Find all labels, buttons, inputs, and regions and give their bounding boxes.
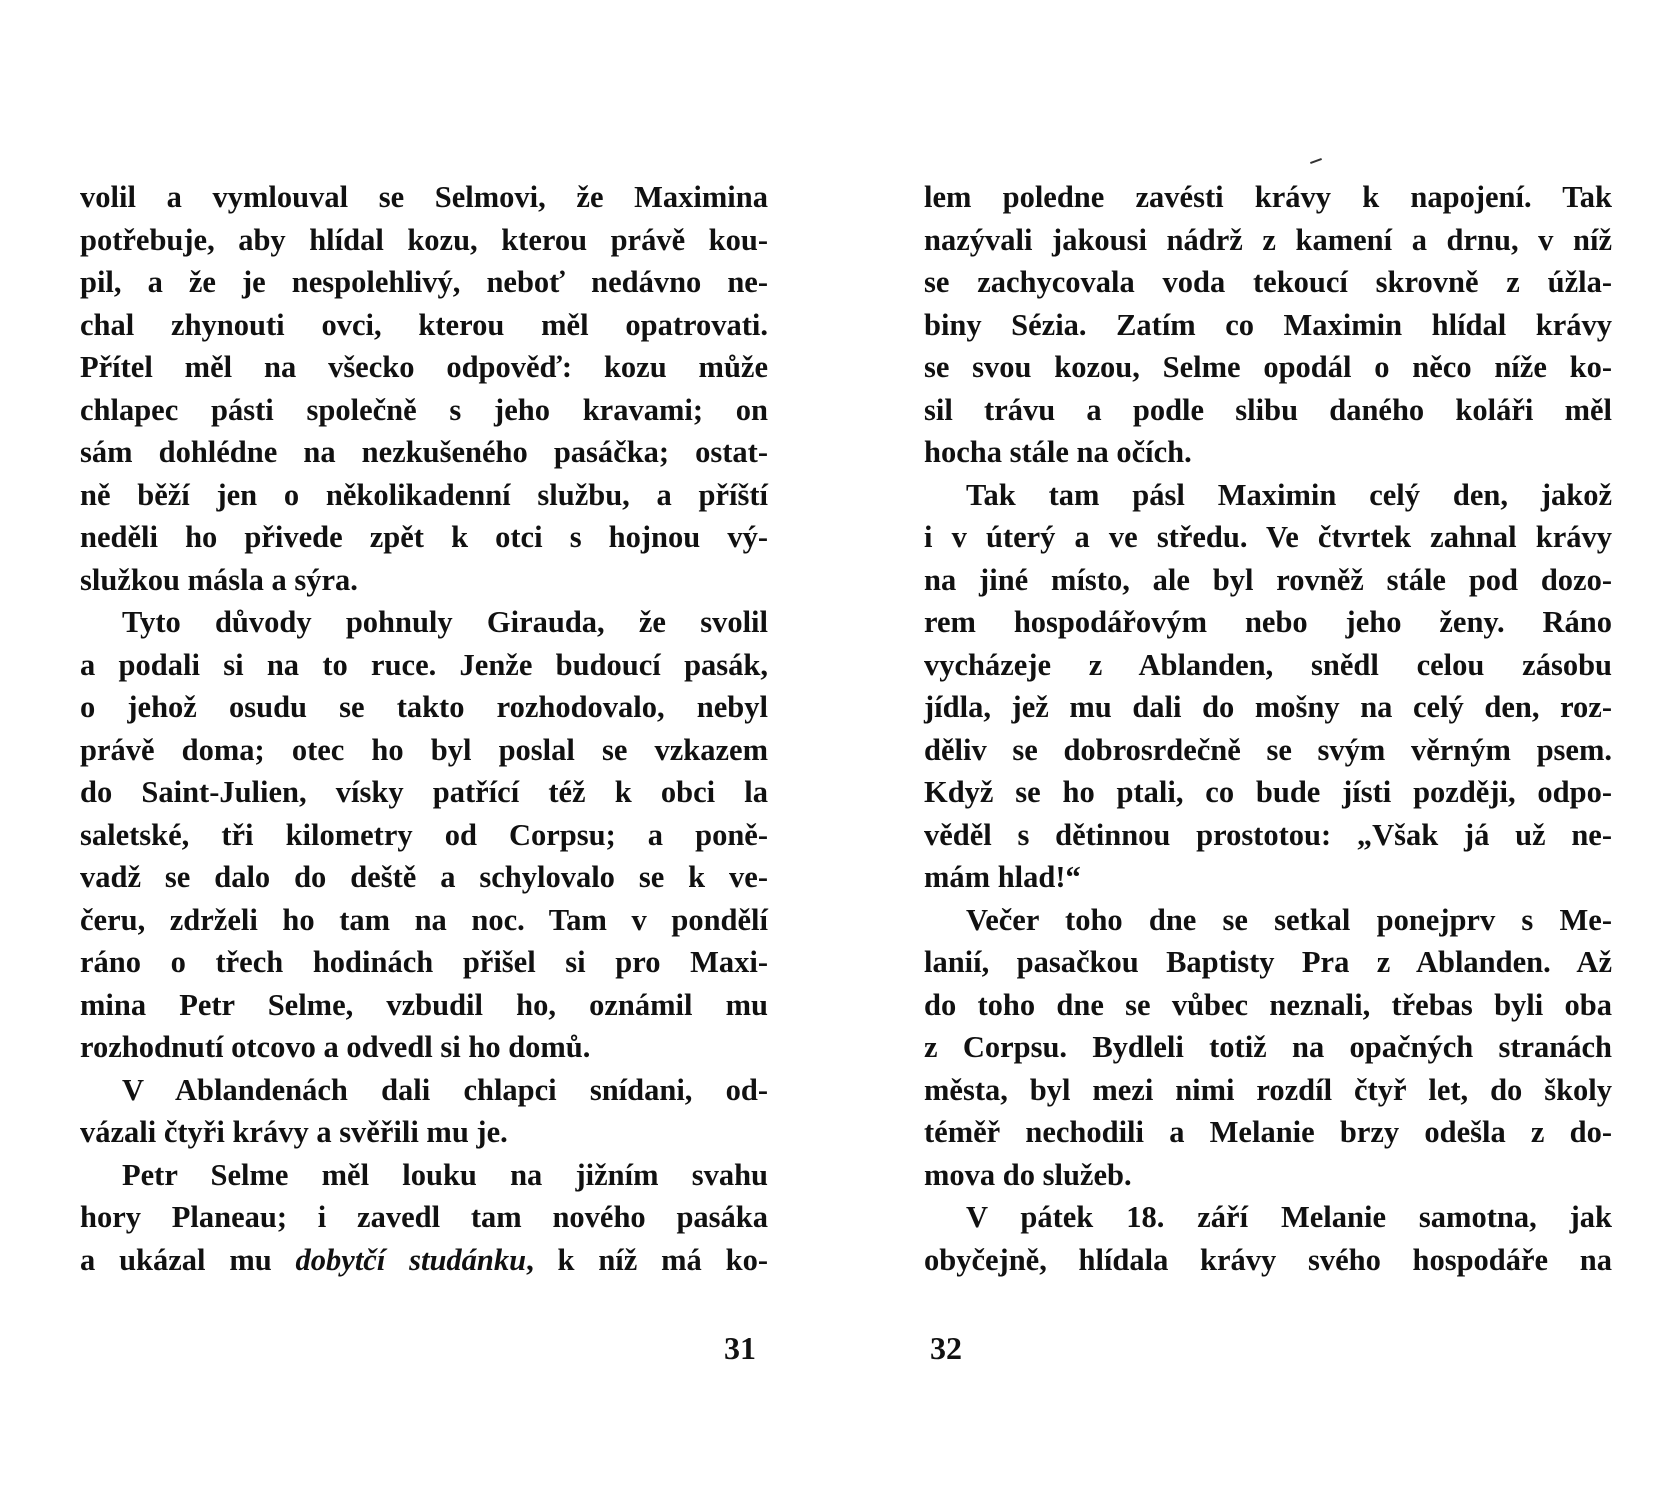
text-line	[80, 814, 768, 857]
line-text: hory Planeau; i zavedl tam nového pasáka	[80, 1200, 768, 1234]
line-text: Tyto důvody pohnuly Girauda, že svolil	[122, 605, 768, 639]
line-text: biny Sézia. Zatím co Maximin hlídal krávy	[924, 307, 1612, 342]
line-text: čeru, zdrželi ho tam na noc. Tam v pondělí	[80, 902, 768, 937]
line-text: vadž se dalo do deště a schylovalo se k ve-	[80, 860, 768, 894]
line-text: jídla, jež mu dali do mošny na celý den, roz-	[924, 690, 1612, 724]
text-line	[80, 1069, 768, 1112]
text-line	[80, 219, 768, 262]
line-text: Když se ho ptali, co bude jísti později, odpo-	[924, 775, 1612, 809]
line-text: na jiné místo, ale byl rovněž stále pod dozo-	[924, 562, 1612, 597]
text-line	[80, 1196, 768, 1239]
text-line	[924, 686, 1612, 729]
line-text: Večer toho dne se setkal ponejprv s Me-	[966, 902, 1612, 937]
line-text: Tak tam pásl Maximin celý den, jakož	[966, 477, 1612, 512]
text-line	[80, 941, 768, 984]
line-text: vázali čtyři krávy a svěřili mu je.	[80, 1115, 508, 1149]
line-text: Přítel měl na všecko odpověď: kozu může	[80, 350, 768, 384]
text-line	[924, 304, 1612, 347]
line-text: obyčejně, hlídala krávy svého hospodáře na	[924, 1242, 1612, 1277]
text-line	[80, 1026, 768, 1069]
line-text: nazývali jakousi nádrž z kamení a drnu, v níž	[924, 222, 1612, 257]
line-text: z Corpsu. Bydleli totiž na opačných stranách	[924, 1030, 1612, 1064]
line-text: lem poledne zavésti krávy k napojení. Tak	[924, 180, 1612, 214]
text-line	[80, 516, 768, 559]
text-line	[80, 261, 768, 304]
text-line	[924, 1154, 1612, 1197]
text-line	[80, 474, 768, 517]
text-line	[80, 644, 768, 687]
text-line	[80, 1239, 768, 1282]
line-text: téměř nechodili a Melanie brzy odešla z do-	[924, 1115, 1612, 1149]
line-text: věděl s dětinnou prostotou: „Však já už ne-	[924, 817, 1612, 852]
line-text: Petr Selme měl louku na jižním svahu	[122, 1157, 768, 1192]
line-text: neděli ho přivede zpět k otci s hojnou vý-	[80, 520, 768, 554]
text-line	[80, 559, 768, 602]
line-text: lanií, pasačkou Baptisty Pra z Ablanden. Až	[924, 945, 1612, 979]
text-line	[80, 686, 768, 729]
text-line	[924, 1026, 1612, 1069]
line-text: chal zhynouti ovci, kterou měl opatrovati.	[80, 307, 768, 342]
text-line	[924, 1196, 1612, 1239]
text-line	[80, 899, 768, 942]
text-line	[924, 474, 1612, 517]
line-text: pil, a že je nespolehlivý, neboť nedávno ne-	[80, 265, 768, 299]
text-line	[924, 941, 1612, 984]
line-text: V Ablandenách dali chlapci snídani, od-	[122, 1072, 768, 1107]
text-line	[80, 771, 768, 814]
text-line	[924, 729, 1612, 772]
text-line	[924, 1111, 1612, 1154]
text-line	[924, 516, 1612, 559]
text-line	[80, 389, 768, 432]
text-line	[924, 856, 1612, 899]
line-text: vycházeje z Ablanden, snědl celou zásobu	[924, 647, 1612, 682]
text-line	[924, 814, 1612, 857]
text-line	[80, 1111, 768, 1154]
text-line	[924, 176, 1612, 219]
line-text: služkou másla a sýra.	[80, 562, 358, 597]
text-line	[924, 346, 1612, 389]
text-line	[924, 261, 1612, 304]
line-text: do Saint-Julien, vísky patřící též k obci la	[80, 775, 768, 809]
text-line	[80, 431, 768, 474]
italic-text: dobytčí studánku	[295, 1242, 527, 1277]
text-line	[80, 729, 768, 772]
text-line	[80, 984, 768, 1027]
line-text: se zachycovala voda tekoucí skrovně z úžla-	[924, 265, 1612, 299]
line-text: mina Petr Selme, vzbudil ho, oznámil mu	[80, 987, 768, 1022]
line-text: hocha stále na očích.	[924, 435, 1192, 469]
scan-speck	[1310, 158, 1322, 164]
text-line	[924, 601, 1612, 644]
line-text: města, byl mezi nimi rozdíl čtyř let, do školy	[924, 1072, 1612, 1107]
text-line	[80, 304, 768, 347]
text-line	[924, 431, 1612, 474]
left-page-text	[80, 176, 768, 1281]
line-text: rem hospodářovým nebo jeho ženy. Ráno	[924, 605, 1612, 639]
text-line	[924, 899, 1612, 942]
line-text: do toho dne se vůbec neznali, třebas byli oba	[924, 987, 1612, 1022]
line-text: ně běží jen o několikadenní službu, a příští	[80, 477, 768, 512]
text-line	[924, 219, 1612, 262]
text-line	[80, 856, 768, 899]
line-text: , k níž má ko-	[526, 1242, 768, 1277]
text-line	[924, 1239, 1612, 1282]
line-text: chlapec pásti společně s jeho kravami; on	[80, 392, 768, 427]
line-text: saletské, tři kilometry od Corpsu; a poně-	[80, 817, 768, 852]
line-text: rozhodnutí otcovo a odvedl si ho domů.	[80, 1030, 591, 1064]
line-text: mám hlad!“	[924, 860, 1081, 894]
text-line	[924, 389, 1612, 432]
line-text: se svou kozou, Selme opodál o něco níže ko-	[924, 350, 1612, 384]
line-text: mova do služeb.	[924, 1157, 1132, 1192]
line-text: V pátek 18. září Melanie samotna, jak	[966, 1200, 1612, 1234]
line-text: a ukázal mu	[80, 1242, 296, 1277]
text-line	[924, 984, 1612, 1027]
line-text: a podali si na to ruce. Jenže budoucí pasák,	[80, 647, 768, 682]
text-line	[80, 601, 768, 644]
text-line	[80, 176, 768, 219]
text-line	[924, 771, 1612, 814]
line-text: potřebuje, aby hlídal kozu, kterou právě kou-	[80, 222, 768, 257]
text-line	[80, 1154, 768, 1197]
text-line	[924, 1069, 1612, 1112]
text-line	[924, 644, 1612, 687]
line-text: o jehož osudu se takto rozhodovalo, nebyl	[80, 690, 768, 724]
line-text: právě doma; otec ho byl poslal se vzkazem	[80, 732, 768, 767]
line-text: děliv se dobrosrdečně se svým věrným psem.	[924, 732, 1612, 767]
text-line	[924, 559, 1612, 602]
line-text: sám dohlédne na nezkušeného pasáčka; ostat-	[80, 435, 768, 469]
line-text: sil trávu a podle slibu daného koláři měl	[924, 392, 1612, 427]
text-line	[80, 346, 768, 389]
page-number-right: 32	[930, 1330, 962, 1366]
right-page-text	[924, 176, 1612, 1281]
line-text: ráno o třech hodinách přišel si pro Maxi-	[80, 945, 768, 979]
page-number-left: 31	[724, 1330, 756, 1366]
line-text: i v úterý a ve středu. Ve čtvrtek zahnal krávy	[924, 520, 1612, 554]
line-text: volil a vymlouval se Selmovi, že Maximina	[80, 180, 768, 214]
